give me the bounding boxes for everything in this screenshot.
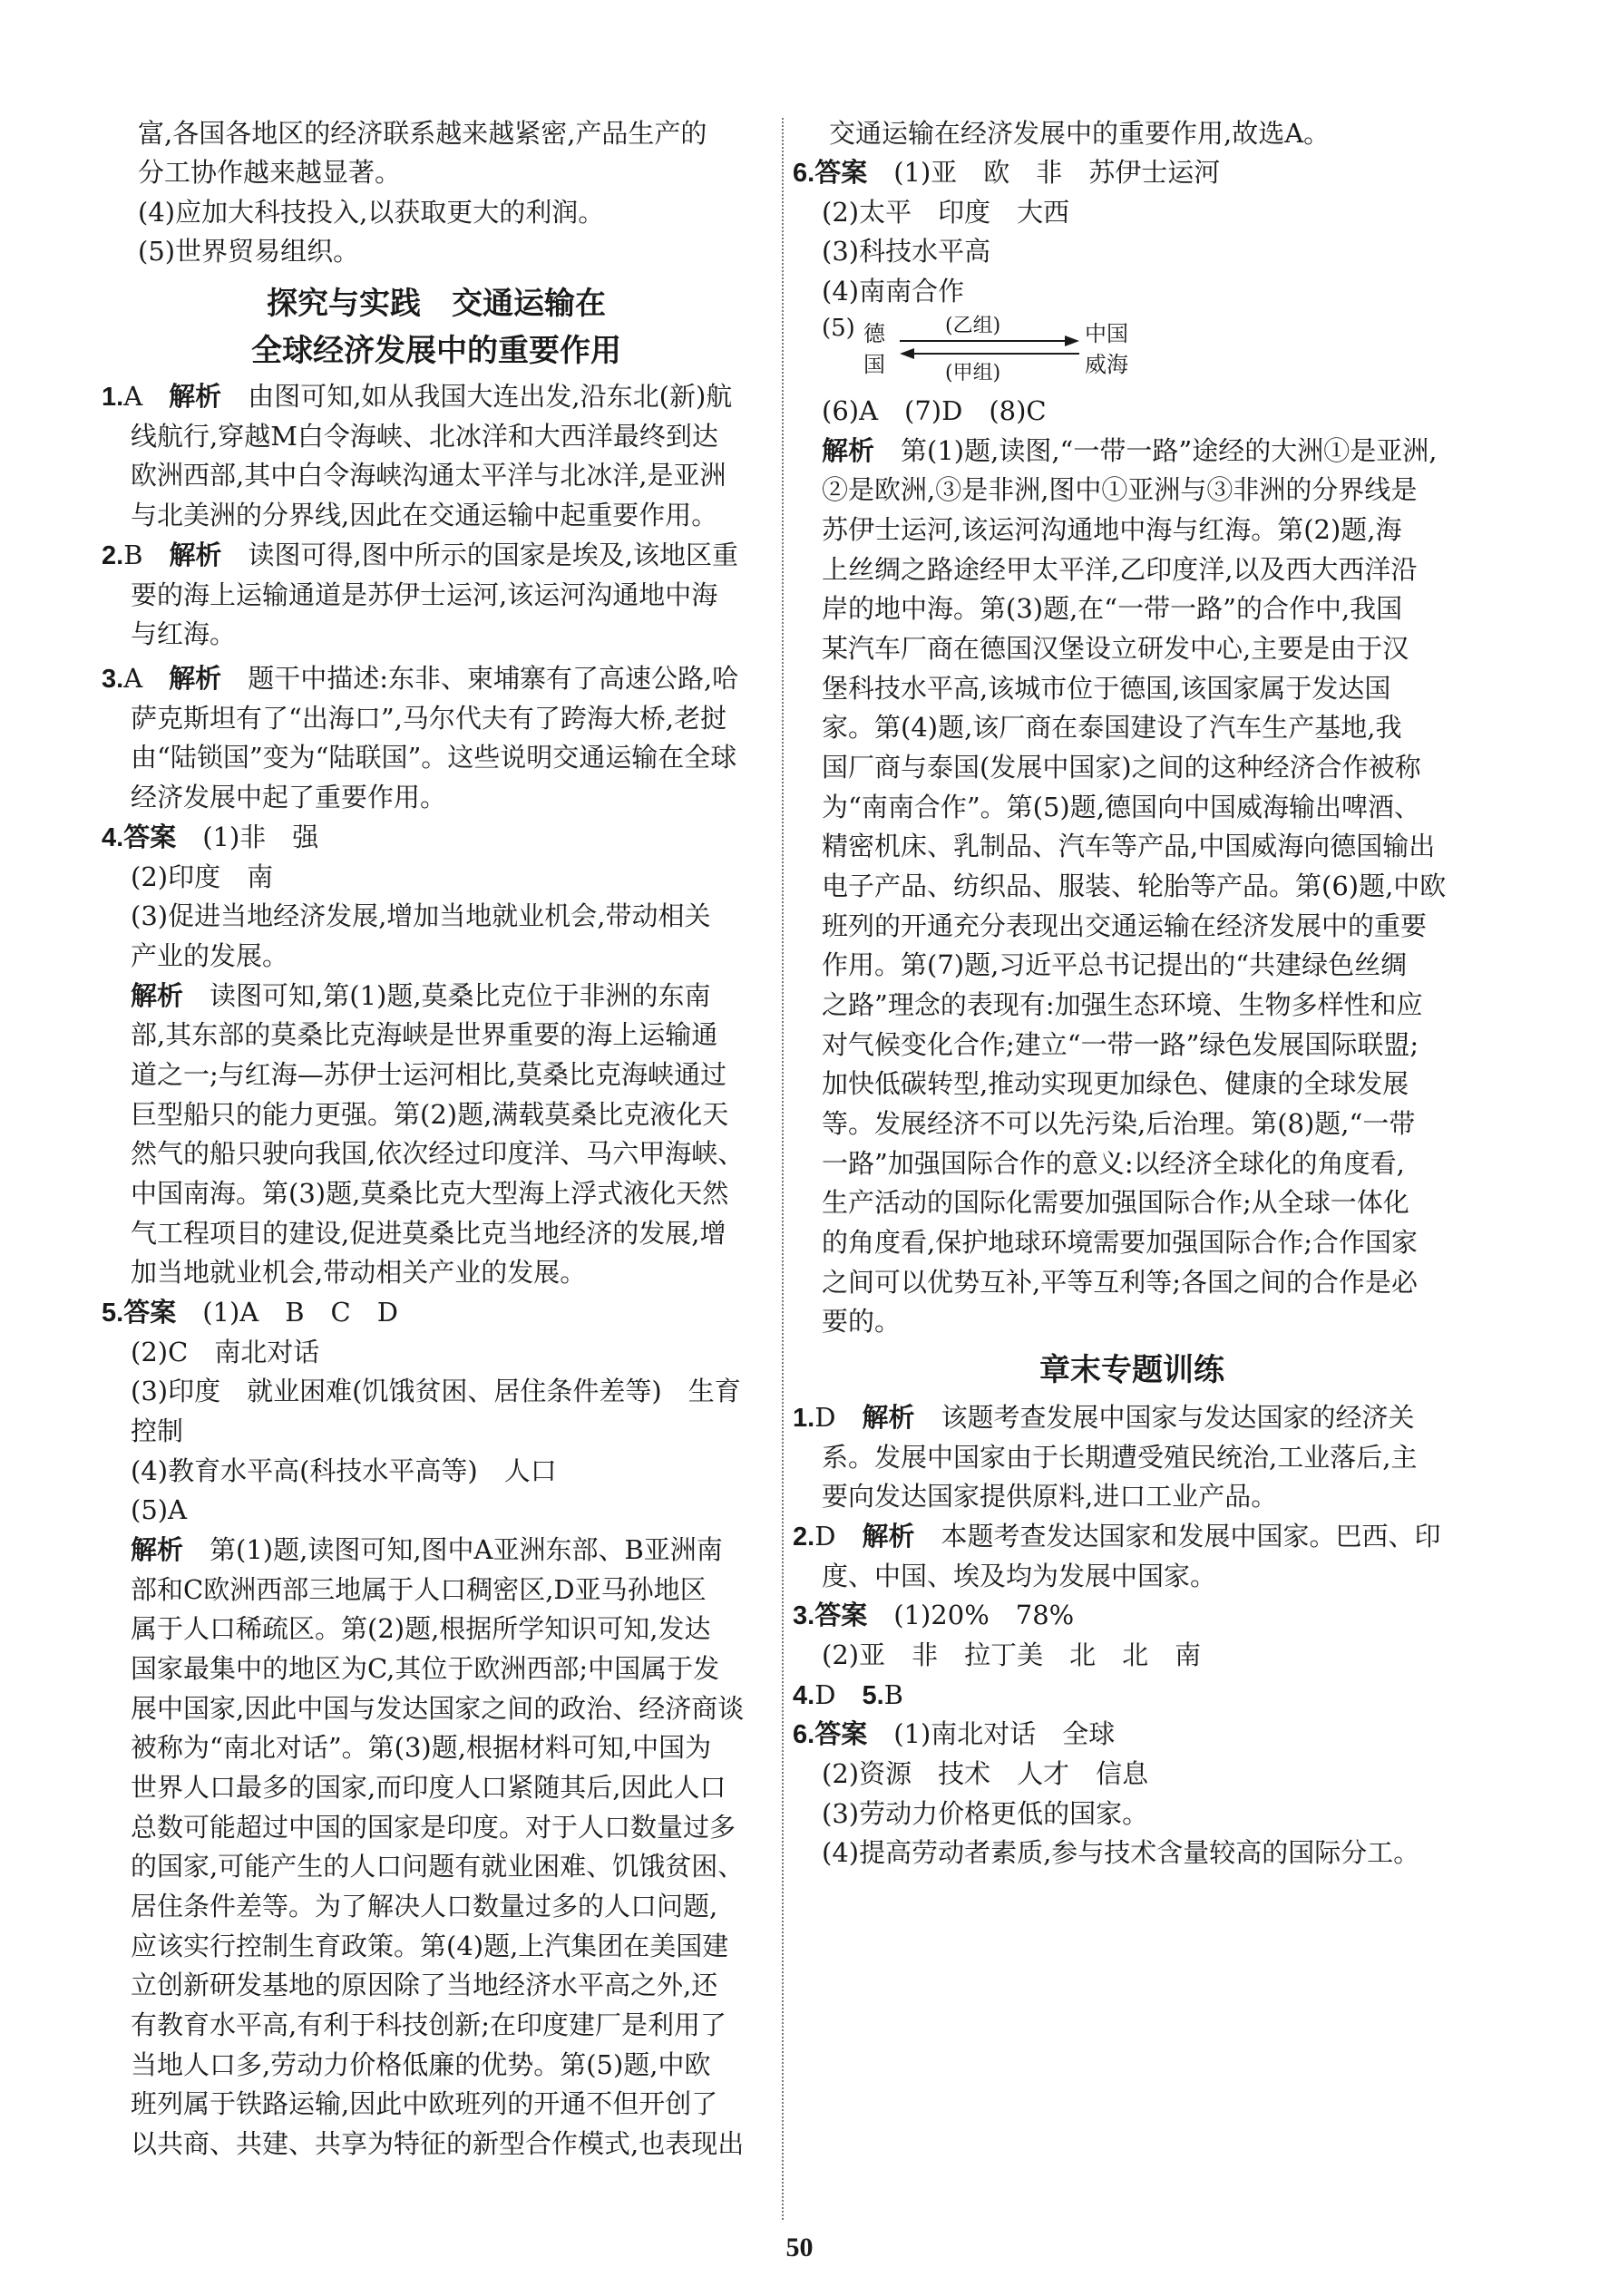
text-line: 系。发展中国家由于长期遭受殖民统治,工业落后,主	[822, 1442, 1418, 1473]
analysis-label: 解析	[169, 540, 222, 570]
diagram-upper-arrow-label: (乙组)	[945, 315, 1001, 337]
text-line: 电子产品、纺织品、服装、轮胎等产品。第(6)题,中欧	[822, 871, 1447, 901]
text-line: 班列属于铁路运输,因此中欧班列的开通不但开创了	[131, 2088, 718, 2119]
text-line: 经济发展中起了重要作用。	[131, 782, 447, 812]
diagram-right-top: 中国	[1085, 321, 1128, 346]
question-number: 3.	[793, 1601, 815, 1630]
text-line: 居住条件差等。为了解决人口数量过多的人口问题,	[131, 1891, 718, 1921]
text-line: 气工程项目的建设,促进莫桑比克当地经济的发展,增	[131, 1218, 726, 1249]
analysis-first-line	[822, 433, 1437, 468]
section-title-line-1: 探究与实践 交通运输在	[267, 286, 606, 322]
text-line: (3)劳动力价格更低的国家。	[822, 1798, 1149, 1829]
text-line: 以共商、共建、共享为特征的新型合作模式,也表现出	[131, 2128, 745, 2159]
text-line: 由“陆锁国”变为“陆联国”。这些说明交通运输在全球	[131, 742, 737, 773]
text-line: 作用。第(7)题,习近平总书记提出的“共建绿色丝绸	[822, 949, 1408, 980]
text-line: 国厂商与泰国(发展中国家)之间的这种经济合作被称	[822, 752, 1421, 783]
review-question-6-first-line	[793, 1717, 1115, 1751]
question-number: 1.	[102, 383, 124, 412]
question-number: 6.	[793, 159, 815, 188]
analysis-label: 解析	[131, 1534, 184, 1565]
text-line: 部和C欧洲西部三地属于人口稠密区,D亚马孙地区	[131, 1574, 707, 1605]
text-line: 部,其东部的莫桑比克海峡是世界重要的海上运输通	[131, 1019, 718, 1050]
text-line: 一路”加强国际合作的意义:以经济全球化的角度看,	[822, 1148, 1405, 1179]
answer-letter: D	[814, 1402, 836, 1433]
review-question-3-first-line	[793, 1598, 1074, 1632]
answer-letter: D	[814, 1679, 836, 1710]
text-line: 要向发达国家提供原料,进口工业产品。	[822, 1481, 1278, 1512]
question-1-first-line	[102, 379, 732, 413]
text-line: (4)应加大科技投入,以获取更大的利润。	[138, 197, 605, 228]
text-line: 与北美洲的分界线,因此在交通运输中起重要作用。	[131, 500, 718, 530]
trade-flow-diagram	[793, 314, 1155, 384]
text-line: (4)南南合作	[822, 276, 965, 306]
text-line: 某汽车厂商在德国汉堡设立研发中心,主要是由于汉	[822, 633, 1409, 664]
answer-label: 答案	[123, 1297, 177, 1328]
text-line: (4)教育水平高(科技水平高等) 人口	[131, 1455, 557, 1486]
question-5-first-line	[102, 1295, 398, 1329]
text-line: 生产活动的国际化需要加强国际合作;从全球一体化	[822, 1187, 1409, 1218]
text-line: 家。第(4)题,该厂商在泰国建设了汽车生产基地,我	[822, 712, 1402, 743]
text-line: 读图可知,第(1)题,莫桑比克位于非洲的东南	[210, 980, 711, 1011]
text-line: 等。发展经济不可以先污染,后治理。第(8)题,“一带	[822, 1108, 1416, 1139]
column-divider	[782, 118, 784, 2220]
text-line: 对气候变化合作;建立“一带一路”绿色发展国际联盟;	[822, 1029, 1419, 1060]
text-line: 被称为“南北对话”。第(3)题,根据材料可知,中国为	[131, 1732, 712, 1763]
analysis-label: 解析	[169, 381, 222, 412]
question-number: 6.	[793, 1720, 815, 1749]
answer-label: 答案	[814, 1718, 868, 1749]
text-line: 苏伊士运河,该运河沟通地中海与红海。第(2)题,海	[822, 514, 1402, 545]
answer-label: 答案	[123, 822, 177, 852]
text-line: 国家最集中的地区为C,其位于欧洲西部;中国属于发	[131, 1653, 720, 1684]
text-line: 岸的地中海。第(3)题,在“一带一路”的合作中,我国	[822, 593, 1403, 624]
text-line: 上丝绸之路途经甲太平洋,乙印度洋,以及西大西洋沿	[822, 554, 1418, 585]
text-line: 第(1)题,读图,“一带一路”途经的大洲①是亚洲,	[901, 435, 1438, 466]
review-question-2-first-line	[793, 1519, 1441, 1553]
text-line: 要的。	[822, 1306, 902, 1337]
text-line: (2)资源 技术 人才 信息	[822, 1758, 1149, 1789]
answer-letter: B	[883, 1679, 903, 1710]
analysis-label: 解析	[822, 435, 875, 466]
question-number: 4.	[102, 823, 124, 852]
answer-letter: A	[123, 663, 143, 694]
chapter-review-title: 章末专题训练	[1039, 1352, 1224, 1388]
text-line: 当地人口多,劳动力价格低廉的优势。第(5)题,中欧	[131, 2049, 711, 2080]
text-line: (5)世界贸易组织。	[138, 236, 360, 267]
text-line: (1)南北对话 全球	[893, 1718, 1116, 1749]
text-line: 展中国家,因此中国与发达国家之间的政治、经济商谈	[131, 1693, 745, 1724]
text-line: 的国家,可能产生的人口问题有就业困难、饥饿贫困、	[131, 1851, 745, 1882]
diagram-left-bottom: 国	[863, 352, 885, 377]
analysis-first-line	[131, 978, 711, 1013]
text-line: 度、中国、埃及均为发展中国家。	[822, 1561, 1217, 1591]
question-2-first-line	[102, 538, 738, 572]
question-number: 5.	[102, 1299, 124, 1328]
review-questions-4-5	[793, 1678, 903, 1712]
text-line: 交通运输在经济发展中的重要作用,故选A。	[829, 118, 1331, 149]
diagram-right-bottom: 威海	[1085, 352, 1128, 377]
text-line: (1)亚 欧 非 苏伊士运河	[893, 157, 1221, 188]
text-line: ②是欧洲,③是非洲,图中①亚洲与③非洲的分界线是	[822, 474, 1418, 505]
text-line: (4)提高劳动者素质,参与技术含量较高的国际分工。	[822, 1837, 1420, 1868]
text-line: 世界人口最多的国家,而印度人口紧随其后,因此人口	[131, 1772, 726, 1803]
text-line: (5)A	[131, 1494, 188, 1525]
text-line: 要的海上运输通道是苏伊士运河,该运河沟通地中海	[131, 579, 718, 610]
text-line: 堡科技水平高,该城市位于德国,该国家属于发达国	[822, 673, 1391, 704]
text-line: 应该实行控制生育政策。第(4)题,上汽集团在美国建	[131, 1931, 729, 1961]
text-line: 题干中描述:东非、柬埔寨有了高速公路,哈	[248, 663, 739, 694]
diagram-left-top: 德	[863, 321, 885, 346]
review-question-1-first-line	[793, 1400, 1415, 1435]
analysis-first-line	[131, 1532, 723, 1567]
analysis-label: 解析	[862, 1521, 915, 1552]
text-line: (1)20% 78%	[893, 1600, 1075, 1630]
text-line: 线航行,穿越M白令海峡、北冰洋和大西洋最终到达	[131, 421, 718, 452]
text-line: 萨克斯坦有了“出海口”,马尔代夫有了跨海大桥,老挝	[131, 703, 727, 734]
text-line: 为“南南合作”。第(5)题,德国向中国威海输出啤酒、	[822, 792, 1420, 822]
analysis-label: 解析	[131, 980, 184, 1011]
text-line: 中国南海。第(3)题,莫桑比克大型海上浮式液化天然	[131, 1178, 729, 1209]
text-line: (3)促进当地经济发展,增加当地就业机会,带动相关	[131, 900, 711, 931]
question-number: 4.	[793, 1681, 815, 1710]
text-line: 之路”理念的表现有:加强生态环境、生物多样性和应	[822, 989, 1423, 1020]
text-line: 加当地就业机会,带动相关产业的发展。	[131, 1257, 587, 1288]
text-line: 欧洲西部,其中白令海峡沟通太平洋与北冰洋,是亚洲	[131, 460, 726, 491]
text-line: 属于人口稀疏区。第(2)题,根据所学知识可知,发达	[131, 1613, 711, 1644]
text-line: 与红海。	[131, 618, 237, 649]
answer-letter: B	[123, 540, 143, 570]
text-line: 有教育水平高,有利于科技创新;在印度建厂是利用了	[131, 2009, 726, 2040]
text-line: 由图可知,如从我国大连出发,沿东北(新)航	[248, 381, 733, 412]
text-line: 产业的发展。	[131, 940, 289, 971]
answer-letter: A	[123, 381, 143, 412]
text-line: 道之一;与红海—苏伊士运河相比,莫桑比克海峡通过	[131, 1059, 726, 1090]
diagram-upper-arrowhead	[1065, 336, 1079, 346]
question-6-first-line	[793, 155, 1220, 190]
text-line: 的角度看,保护地球环境需要加强国际合作;合作国家	[822, 1227, 1418, 1258]
text-line: 富,各国各地区的经济联系越来越紧密,产品生产的	[138, 118, 707, 149]
page-number: 50	[785, 2233, 814, 2262]
text-line: 读图可得,图中所示的国家是埃及,该地区重	[248, 540, 738, 570]
text-line: 加快低碳转型,推动实现更加绿色、健康的全球发展	[822, 1068, 1409, 1099]
text-line: (2)太平 印度 大西	[822, 197, 1070, 228]
text-line: (3)印度 就业困难(饥饿贫困、居住条件差等) 生育	[131, 1376, 741, 1406]
text-line: 巨型船只的能力更强。第(2)题,满载莫桑比克液化天	[131, 1099, 729, 1130]
text-line: 然气的船只驶向我国,依次经过印度洋、马六甲海峡、	[131, 1138, 745, 1169]
text-line: 精密机床、乳制品、汽车等产品,中国威海向德国输出	[822, 831, 1436, 861]
question-number: 5.	[862, 1681, 884, 1710]
text-line: 控制	[131, 1416, 184, 1446]
text-line: 总数可能超过中国的国家是印度。对于人口数量过多	[131, 1812, 736, 1843]
text-line: 该题考查发展中国家与发达国家的经济关	[941, 1402, 1415, 1433]
diagram-lower-arrowhead	[900, 348, 914, 359]
answer-label: 答案	[814, 157, 868, 188]
answer-letter: D	[814, 1521, 836, 1552]
text-line: 立创新研发基地的原因除了当地经济水平高之外,还	[131, 1970, 718, 2000]
text-line: 班列的开通充分表现出交通运输在经济发展中的重要	[822, 910, 1428, 941]
text-line: (6)A (7)D (8)C	[822, 395, 1047, 426]
text-line: (2)印度 南	[131, 861, 274, 892]
text-line: 之间可以优势互补,平等互利等;各国之间的合作是必	[822, 1267, 1418, 1298]
diagram-item-label: (5)	[822, 315, 855, 342]
question-number: 2.	[793, 1523, 815, 1552]
question-4-first-line	[102, 820, 318, 854]
text-line: (3)科技水平高	[822, 236, 991, 267]
section-title-line-2: 全球经济发展中的重要作用	[251, 333, 621, 369]
analysis-label: 解析	[169, 663, 222, 694]
question-number: 3.	[102, 665, 124, 694]
text-line: 分工协作越来越显著。	[138, 157, 402, 188]
text-line: 第(1)题,读图可知,图中A亚洲东部、B亚洲南	[210, 1534, 723, 1565]
text-line: (2)亚 非 拉丁美 北 北 南	[822, 1639, 1202, 1670]
diagram-lower-arrow-label: (甲组)	[945, 362, 1001, 384]
question-3-first-line	[102, 661, 738, 696]
text-line: (1)非 强	[202, 822, 319, 852]
analysis-label: 解析	[862, 1402, 915, 1433]
text-line: (1)A B C D	[202, 1297, 398, 1328]
answer-label: 答案	[814, 1600, 868, 1630]
text-line: (2)C 南北对话	[131, 1337, 320, 1367]
text-line: 本题考查发达国家和发展中国家。巴西、印	[941, 1521, 1441, 1552]
question-number: 1.	[793, 1404, 815, 1433]
question-number: 2.	[102, 541, 124, 570]
